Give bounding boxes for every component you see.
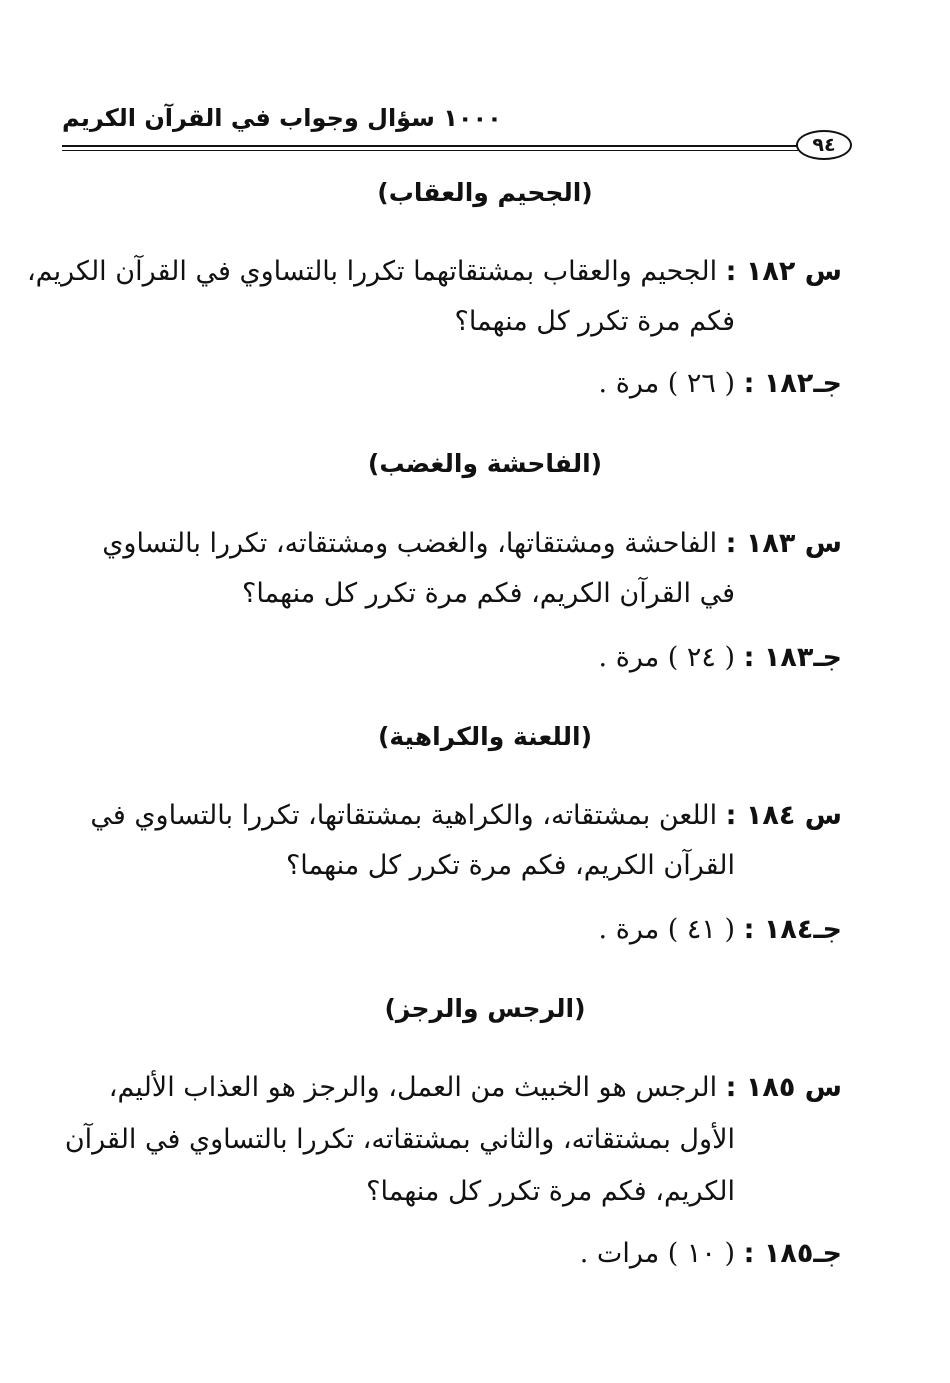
question-text-cont: الكريم، فكم مرة تكرر كل منهما؟ (366, 1176, 735, 1207)
answer (62, 642, 842, 673)
section-title: (الجحيم والعقاب) (377, 178, 593, 207)
question-label: س ١٨٤ : (725, 800, 842, 831)
question-text-cont: في القرآن الكريم، فكم مرة تكرر كل منهما؟ (241, 578, 735, 609)
answer-text: ( ٢٤ ) مرة . (598, 642, 736, 673)
running-header-title: ١٠٠٠ سؤال وجواب في القرآن الكريم (62, 104, 502, 132)
section-title: (اللعنة والكراهية) (377, 722, 593, 751)
answer (62, 368, 842, 399)
answer-label: جـ١٨٥ : (743, 1238, 842, 1269)
answer-label: جـ١٨٢ : (743, 368, 842, 399)
section-title: (الفاحشة والغضب) (367, 449, 603, 478)
question-label: س ١٨٥ : (725, 1072, 842, 1103)
question (62, 528, 842, 559)
section-title: (الرجس والرجز) (384, 994, 586, 1023)
answer-label: جـ١٨٤ : (743, 914, 842, 945)
header-rule (62, 145, 798, 151)
question-label: س ١٨٣ : (725, 528, 842, 559)
question-text: اللعن بمشتقاته، والكراهية بمشتقاتها، تكررا بالتساوي في (90, 800, 718, 831)
question (62, 800, 842, 831)
answer-text: ( ٤١ ) مرة . (598, 914, 736, 945)
question-text-cont: فكم مرة تكرر كل منهما؟ (454, 306, 735, 337)
answer-label: جـ١٨٣ : (743, 642, 842, 673)
question-text: الرجس هو الخبيث من العمل، والرجز هو العذاب الأليم، (108, 1072, 718, 1103)
answer-text: ( ٢٦ ) مرة . (598, 368, 736, 399)
question-text: الجحيم والعقاب بمشتقاتهما تكررا بالتساوي في القرآن الكريم، (26, 256, 718, 287)
answer (62, 914, 842, 945)
answer (62, 1238, 842, 1269)
question-text: الفاحشة ومشتقاتها، والغضب ومشتقاته، تكررا بالتساوي (102, 528, 718, 559)
page-number: ٩٤ (796, 130, 852, 160)
question-text-cont: الأول بمشتقاته، والثاني بمشتقاته، تكررا بالتساوي في القرآن (64, 1124, 735, 1155)
question-label: س ١٨٢ : (725, 256, 842, 287)
question (62, 1072, 842, 1103)
question-text-cont: القرآن الكريم، فكم مرة تكرر كل منهما؟ (285, 850, 735, 881)
answer-text: ( ١٠ ) مرات . (579, 1238, 736, 1269)
question (26, 256, 842, 287)
